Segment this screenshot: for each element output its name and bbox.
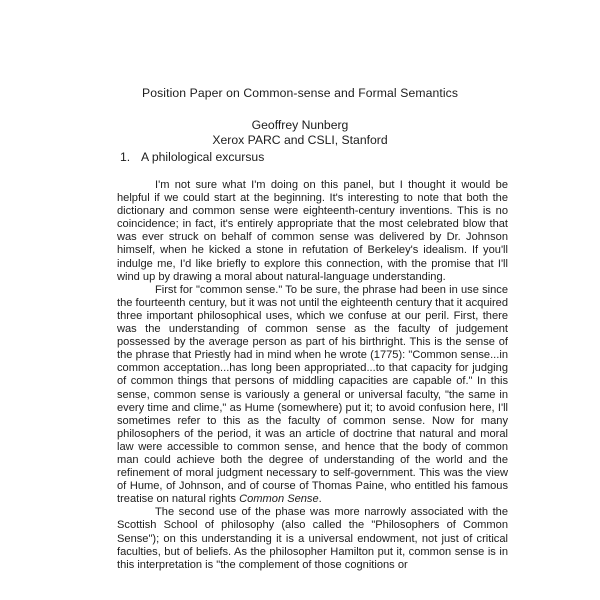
paragraph: The second use of the phase was more narrowly associated with the Scottish School of philosophy (also called the "Philosophers of Common Sense"); on this understanding it is a universal endowment, not just of critical faculties, but of beliefs. As the philosopher Hamilton put it, common sense is in this interpretation is "the complement of those cognitions or	[117, 506, 508, 571]
paragraph: I'm not sure what I'm doing on this panel, but I thought it would be helpful if we could start at the beginning. It's interesting to note that both the dictionary and common sense were eighteenth-century inventions. This is no coincidence; in fact, it's entirely appropriate that the most celebrated blow that was ever struck on behalf of common sense was delivered by Dr. Johnson himself, when he kicked a stone in refutation of Berkeley's idealism. If you'll indulge me, I'd like briefly to explore this connection, with the promise that I'll wind up by drawing a moral about natural-language understanding.	[117, 179, 508, 283]
paragraph-text: .	[318, 493, 322, 506]
body-text	[117, 179, 508, 572]
paragraph-text: First for "common sense." To be sure, the phrase had been in use since the fourteenth century, but it was not until the eighteenth century that it acquired three important philosophical uses, which we confuse at our peril. First, there was the understanding of common sense as the faculty of judgement possessed by the average person as part of his birthright. This is the sense of the phrase that Priestly had in mind when he wrote (1775): "Common sense...in common acceptation...has long been appropriated...to that capacity for judging of common things that persons of middling capacities are capable of." In this sense, common sense is variously a general or universal faculty, "the same in every time and clime," as Hume (somewhere) put it; to avoid confusion here, I'll sometimes refer to this as the faculty of common sense. Now for many philosophers of the period, it was an article of doctrine that natural and moral law were accessible to common sense, and hence that the body of common man could achieve both the degree of understanding of the world and the refinement of moral judgment necessary to self-government. This was the view of Hume, of Johnson, and of course of Thomas Paine, who entitled his famous treatise on natural rights	[117, 283, 508, 506]
author-name: Geoffrey Nunberg	[251, 118, 349, 132]
author-block	[0, 118, 600, 148]
section-title: A philological excursus	[141, 150, 265, 164]
author-affiliation: Xerox PARC and CSLI, Stanford	[212, 133, 388, 147]
paragraph	[117, 284, 508, 507]
section-heading	[120, 150, 264, 164]
book-title-emphasis: Common Sense	[239, 493, 319, 506]
paper-title: Position Paper on Common-sense and Formal Semantics	[141, 86, 459, 100]
section-number: 1.	[120, 150, 131, 164]
